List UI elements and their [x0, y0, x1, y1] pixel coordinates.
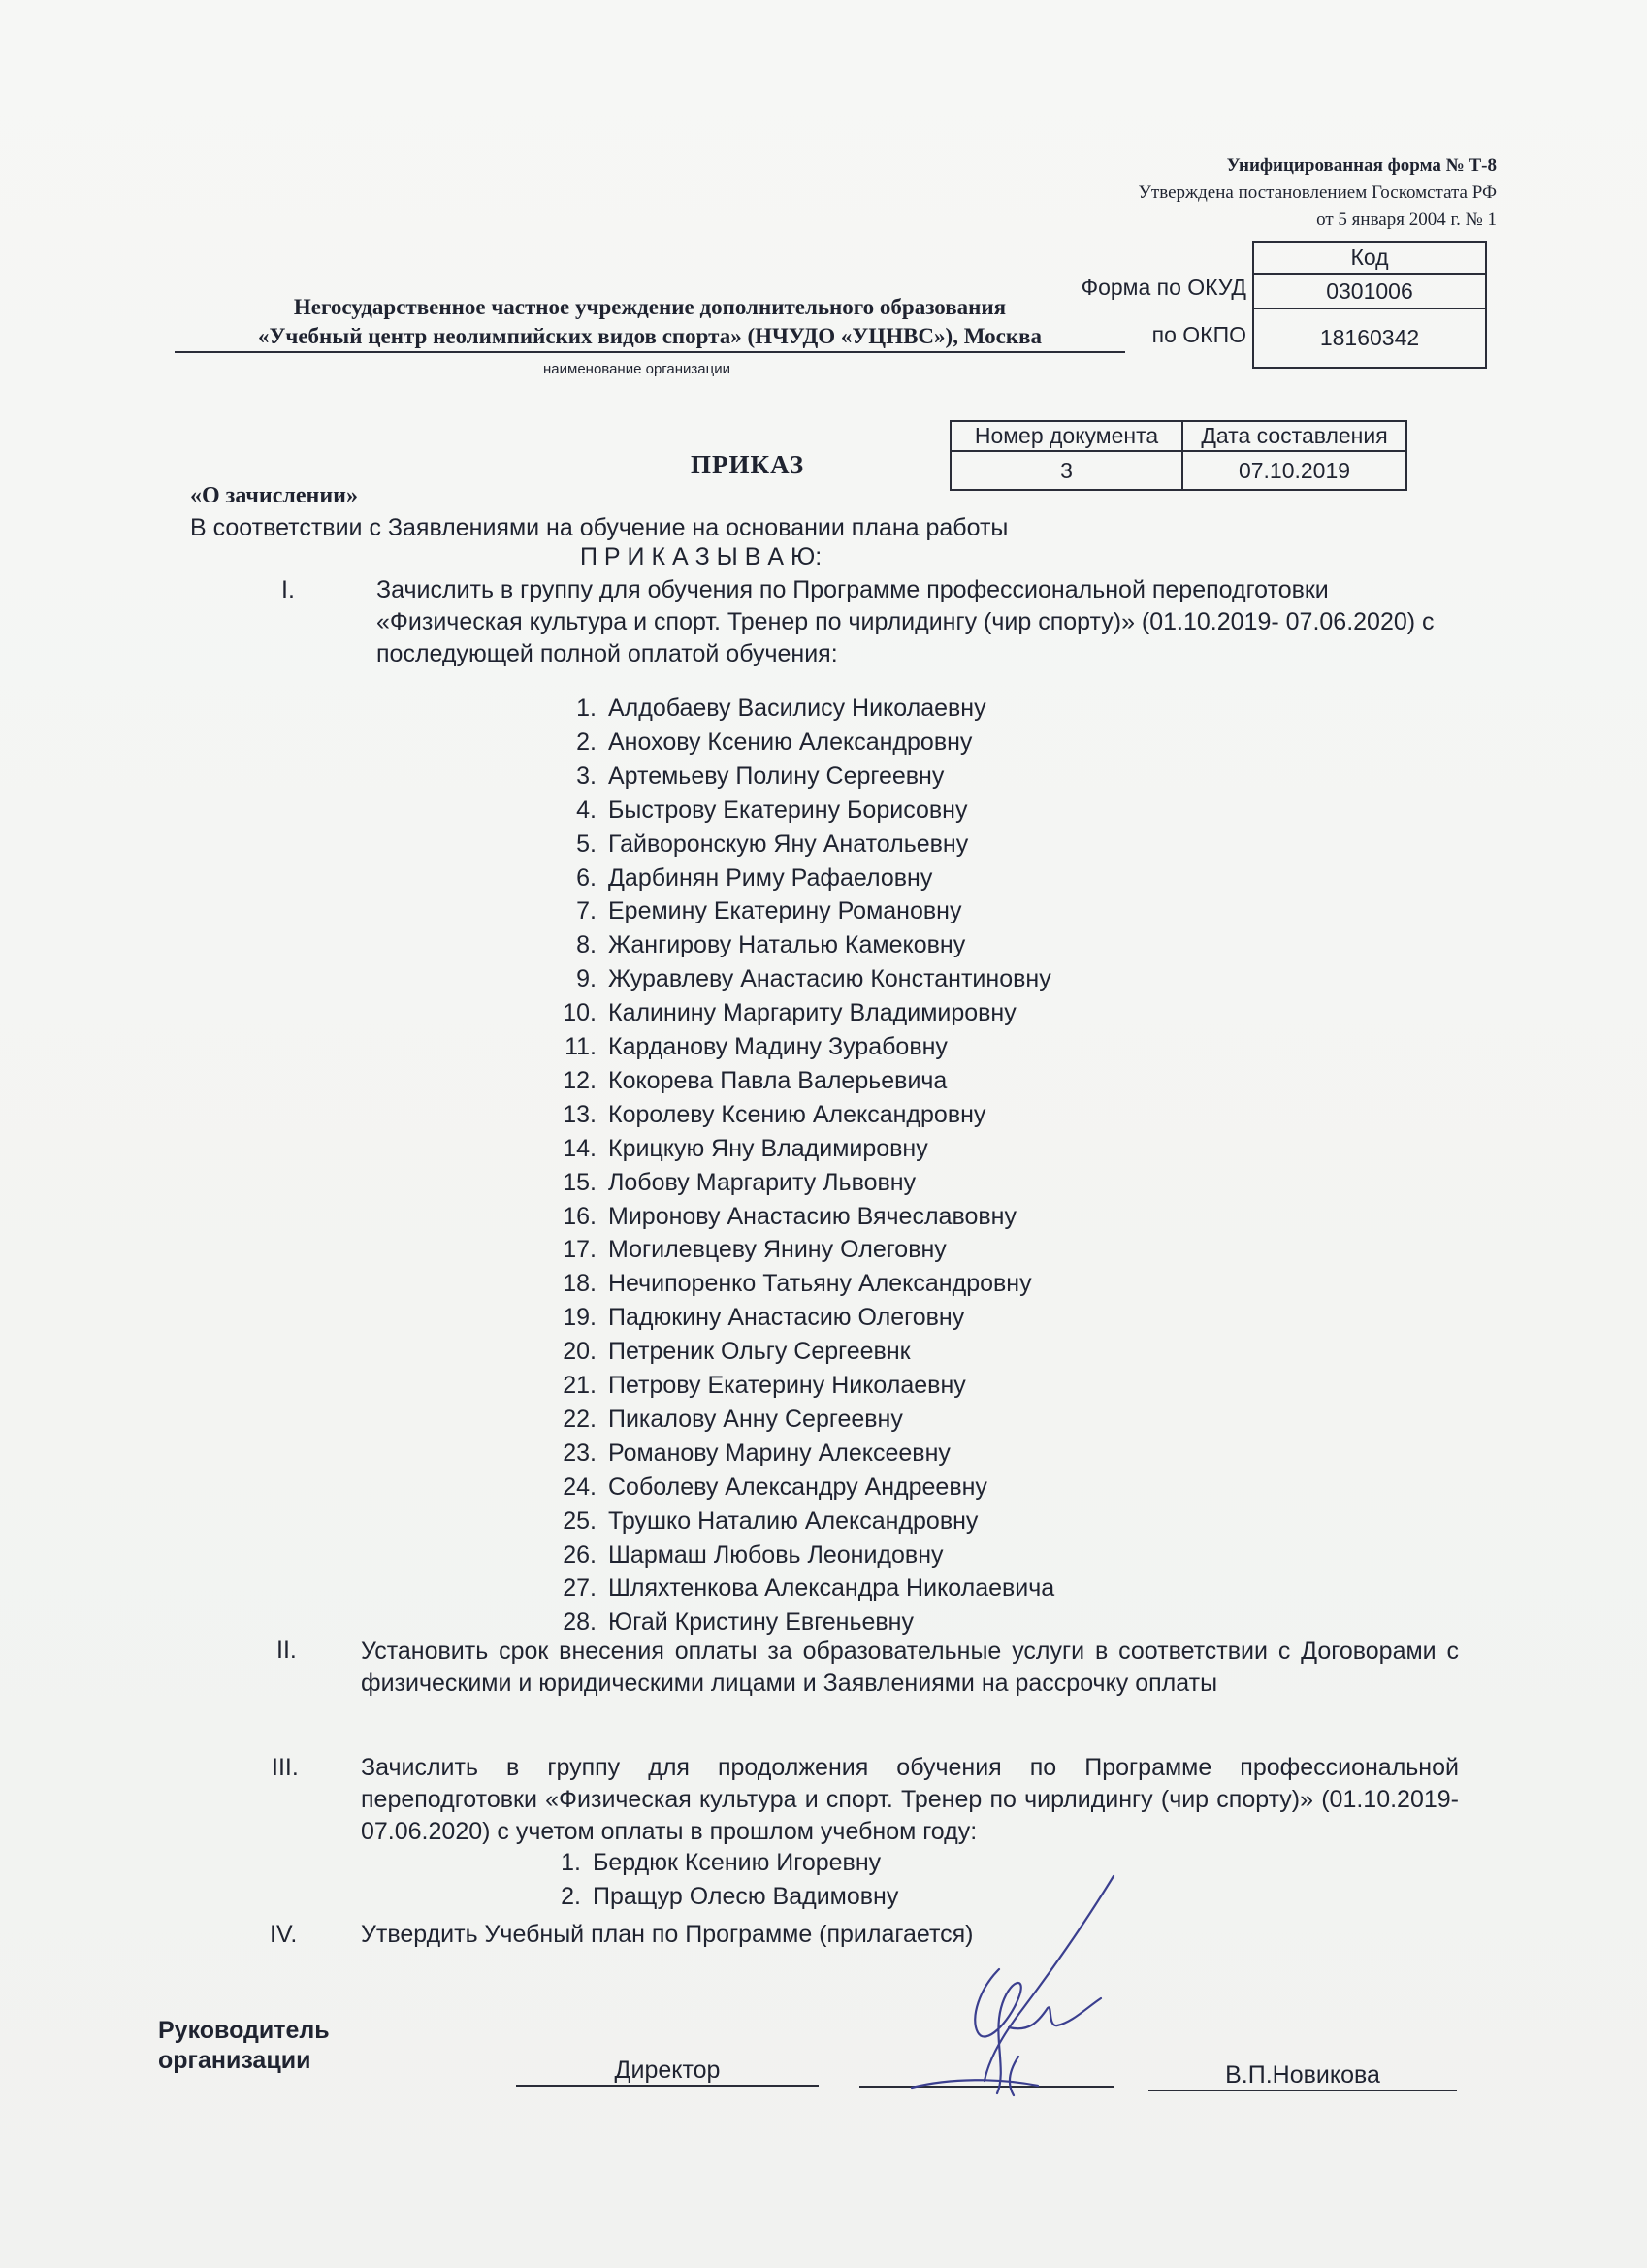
student-name: Могилевцеву Янину Олеговну [608, 1236, 947, 1264]
signatory-name: В.П.Новикова [1148, 2061, 1457, 2091]
student-name: Журавлеву Анастасию Константиновну [608, 965, 1051, 993]
student-number: 13. [563, 1100, 597, 1128]
student-name: Югай Кристину Евгеньевну [608, 1608, 914, 1636]
organization-line2: «Учебный центр неолимпийских видов спорта» (НЧУДО «УЦНВС»), Москва [175, 322, 1125, 353]
student-item [552, 830, 968, 859]
student-name: Дарбинян Риму Рафаеловну [608, 863, 933, 891]
student-number: 22. [563, 1405, 597, 1433]
student-name: Романову Марину Алексеевну [608, 1439, 951, 1467]
student-name: Кокорева Павла Валерьевича [608, 1066, 948, 1094]
student-number: 10. [563, 999, 597, 1027]
item-1-text: Зачислить в группу для обучения по Программе профессиональной переподготовки «Физическая культура и спорт. Тренер по чирлидингу (чир спорту)» (01.10.2019- 07.06.2020) с последующей полной оплатой обучения: [376, 576, 1435, 667]
signatory-role [158, 2016, 330, 2076]
student-item [552, 1304, 964, 1332]
doc-date: 07.10.2019 [1182, 451, 1406, 490]
student-item [552, 1406, 903, 1434]
student-number: 8. [576, 931, 597, 959]
student-item [552, 965, 1051, 993]
student-item [552, 1169, 916, 1197]
signatory-position: Директор [516, 2057, 819, 2087]
student-name: Петреник Ольгу Сергеевнк [608, 1338, 911, 1366]
student-item [552, 999, 1017, 1027]
organization-line1: Негосударственное частное учреждение дополнительного образования [293, 295, 1007, 319]
order-title: ПРИКАЗ [691, 450, 805, 479]
item-1-numeral: I. [281, 576, 295, 603]
student-item [552, 1507, 978, 1536]
approved-date: от 5 января 2004 г. № 1 [1316, 210, 1497, 230]
item-4-text: Утвердить Учебный план по Программе (прилагается) [361, 1921, 974, 1948]
codes-table [1252, 241, 1487, 369]
item-2-numeral: II. [276, 1636, 297, 1664]
doc-number-table [950, 420, 1407, 491]
student-name: Быстрову Екатерину Борисовну [608, 795, 968, 824]
approved-by: Утверждена постановлением Госкомстата РФ [1138, 182, 1497, 203]
student-number: 17. [563, 1236, 597, 1264]
student-name: Алдобаеву Василису Николаевну [608, 695, 986, 722]
signatory-role-line2: организации [158, 2047, 311, 2074]
student-name: Миронову Анастасию Вячеславовну [608, 1202, 1017, 1230]
student-number: 27. [563, 1574, 597, 1603]
student-item [552, 1101, 985, 1129]
student-name: Пикалову Анну Сергеевну [608, 1405, 903, 1433]
student-item [552, 897, 961, 925]
student-item [552, 1608, 914, 1636]
student-item [552, 1338, 911, 1366]
student-number: 18. [563, 1270, 597, 1298]
doc-number-header: Номер документа [951, 421, 1182, 451]
student-number: 24. [563, 1473, 597, 1501]
okud-value: 0301006 [1253, 274, 1486, 308]
student-item [552, 1135, 928, 1163]
form-title: Унифицированная форма № Т-8 [1226, 155, 1497, 176]
student-name: Трушко Наталию Александровну [608, 1507, 979, 1535]
student-item [552, 762, 944, 791]
student-number: 11. [565, 1033, 597, 1060]
student-name: Королеву Ксению Александровну [608, 1100, 986, 1128]
student-number: 12. [563, 1066, 597, 1094]
student-number: 23. [563, 1439, 597, 1467]
student-name: Бердюк Ксению Игоревну [593, 1849, 882, 1876]
student-item [536, 1849, 881, 1877]
student-name: Шармаш Любовь Леонидовну [608, 1540, 944, 1569]
student-number: 1. [561, 1849, 581, 1876]
student-number: 19. [563, 1304, 597, 1332]
student-name: Петрову Екатерину Николаевну [608, 1372, 966, 1399]
student-name: Анохову Ксению Александровну [608, 728, 973, 756]
student-item [552, 1372, 966, 1400]
student-number: 7. [576, 897, 597, 925]
student-number: 3. [576, 761, 597, 790]
student-item [552, 864, 932, 892]
student-name: Карданову Мадину Зурабовну [608, 1033, 948, 1060]
student-item [552, 695, 986, 723]
okpo-value: 18160342 [1253, 308, 1486, 368]
signatory-role-line1: Руководитель [158, 2017, 330, 2044]
student-name: Артемьеву Полину Сергеевну [608, 761, 945, 790]
student-item [552, 1440, 951, 1468]
student-item [552, 796, 967, 825]
student-number: 2. [561, 1883, 581, 1910]
doc-date-header: Дата составления [1182, 421, 1406, 451]
student-number: 21. [563, 1372, 597, 1399]
order-subject: «О зачислении» [190, 483, 358, 508]
student-item [552, 1236, 947, 1264]
student-item [552, 729, 972, 757]
student-name: Крицкую Яну Владимировну [608, 1134, 928, 1162]
order-command: П Р И К А З Ы В А Ю: [580, 543, 823, 570]
okpo-label: по ОКПО [1151, 322, 1246, 347]
student-name: Калинину Маргариту Владимировну [608, 999, 1017, 1027]
student-name: Гайворонскую Яну Анатольевну [608, 829, 969, 858]
codes-head: Код [1253, 242, 1486, 274]
student-item [552, 1033, 948, 1061]
item-2-text: Установить срок внесения оплаты за образовательные услуги в соответствии с Договорами с физическими и юридическими лицами и Заявлениями на рассрочку оплаты [361, 1637, 1459, 1697]
student-item [552, 1574, 1054, 1603]
student-item [552, 1474, 987, 1502]
student-name: Еремину Екатерину Романовну [608, 897, 962, 925]
student-number: 25. [563, 1507, 597, 1535]
student-number: 26. [563, 1540, 597, 1569]
student-item [536, 1883, 898, 1911]
item-3-numeral: III. [272, 1754, 299, 1781]
doc-number: 3 [951, 451, 1182, 490]
student-name: Лобову Маргариту Львовну [608, 1168, 917, 1196]
item-3-text: Зачислить в группу для продолжения обучения по Программе профессиональной переподготовки «Физическая культура и спорт. Тренер по чирлидингу (чир спорту)» (01.10.2019- 07.06.2020) с учетом оплаты в прошлом учебном году: [361, 1754, 1459, 1845]
student-name: Соболеву Александру Андреевну [608, 1473, 987, 1501]
item-4-numeral: IV. [270, 1921, 298, 1948]
student-name: Падюкину Анастасию Олеговну [608, 1304, 965, 1332]
student-name: Жангирову Наталью Камековну [608, 931, 966, 959]
student-number: 5. [576, 829, 597, 858]
form-header [1138, 152, 1497, 234]
student-item [552, 931, 965, 959]
organization-name [175, 293, 1125, 353]
student-number: 28. [563, 1608, 597, 1636]
student-item [552, 1541, 944, 1570]
student-item [552, 1067, 947, 1095]
student-number: 16. [563, 1202, 597, 1230]
student-number: 6. [576, 863, 597, 891]
student-item [552, 1203, 1017, 1231]
student-name: Нечипоренко Татьяну Александровну [608, 1270, 1032, 1298]
student-number: 2. [576, 728, 597, 756]
handwritten-signature [892, 1863, 1145, 2115]
order-basis: В соответствии с Заявлениями на обучение на основании плана работы [190, 514, 1009, 541]
okud-label: Форма по ОКУД [1081, 275, 1246, 300]
student-number: 1. [576, 695, 597, 722]
student-number: 9. [576, 965, 597, 993]
student-number: 4. [576, 795, 597, 824]
student-number: 20. [563, 1338, 597, 1366]
student-name: Шляхтенкова Александра Николаевича [608, 1574, 1055, 1603]
student-number: 14. [563, 1134, 597, 1162]
student-number: 15. [563, 1168, 597, 1196]
organization-caption: наименование организации [543, 361, 731, 377]
student-name: Пращур Олесю Вадимовну [593, 1883, 899, 1910]
student-item [552, 1270, 1032, 1298]
